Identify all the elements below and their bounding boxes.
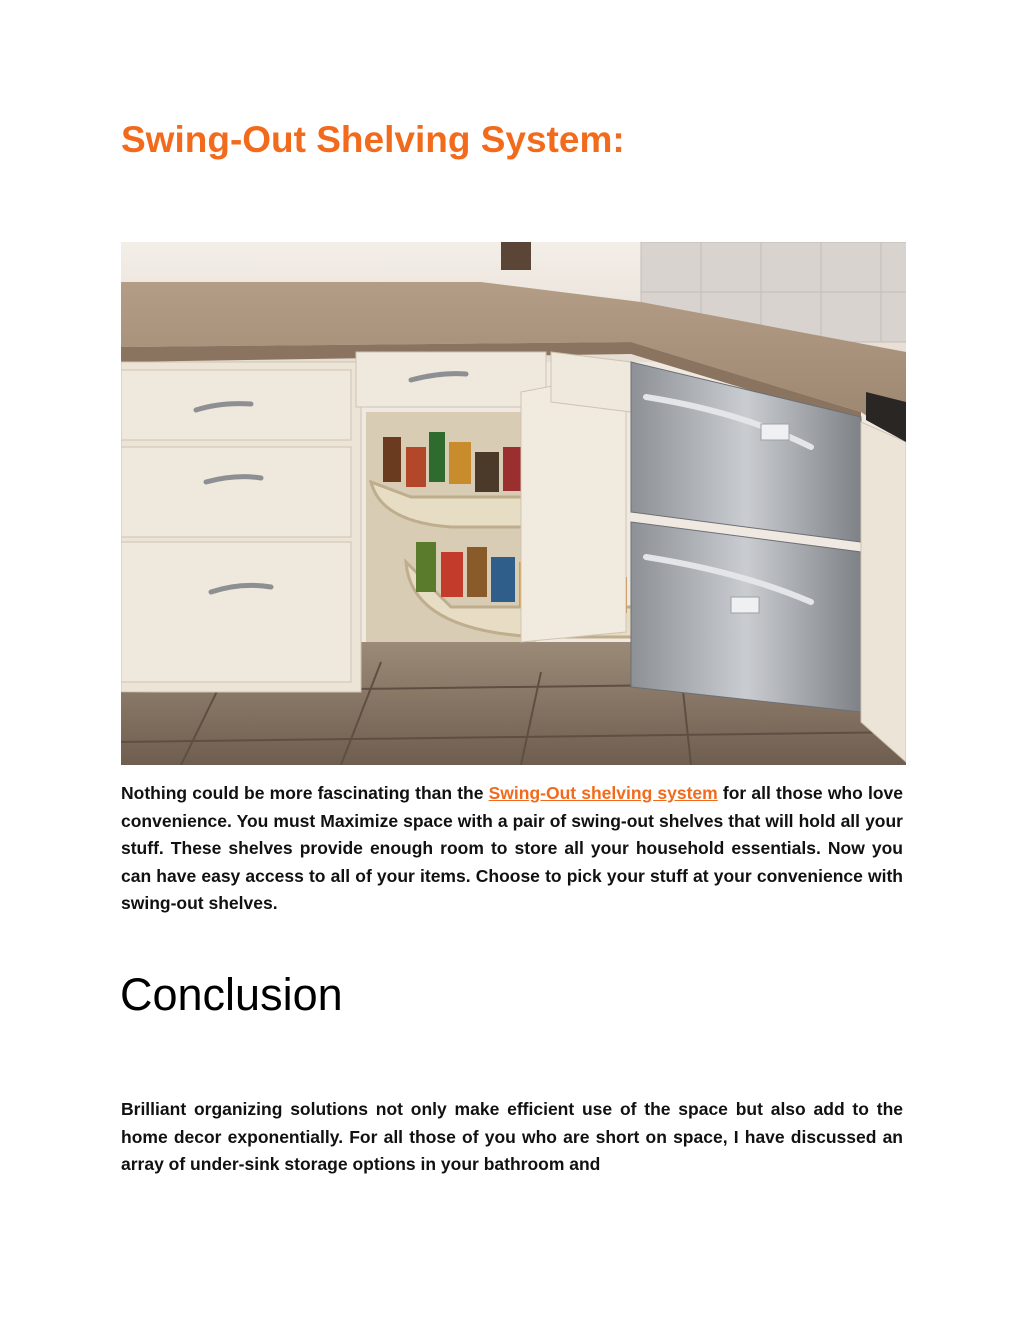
paragraph-text-after-link: for all those who love convenience. You must Maximize space with a pair of swing-out shelves that will hold all your stuff. These shelves provide enough room to store all your household essentials. Now you can have easy access to all of your items. Choose to pick your stuff at your convenience with swing-out shelves.	[121, 783, 903, 913]
section-paragraph	[121, 780, 903, 918]
kitchen-cabinet-photo	[121, 242, 906, 765]
swing-out-shelving-link[interactable]: Swing-Out shelving system	[488, 783, 718, 803]
section-heading: Swing-Out Shelving System:	[121, 119, 625, 160]
paragraph-text-before-link: Nothing could be more fascinating than the	[121, 783, 489, 803]
conclusion-paragraph: Brilliant organizing solutions not only make efficient use of the space but also add to the home decor exponentially. For all those of you who are short on space, I have discussed an array of under-sink storage options in your bathroom and	[121, 1099, 903, 1174]
conclusion-heading: Conclusion	[120, 969, 343, 1020]
